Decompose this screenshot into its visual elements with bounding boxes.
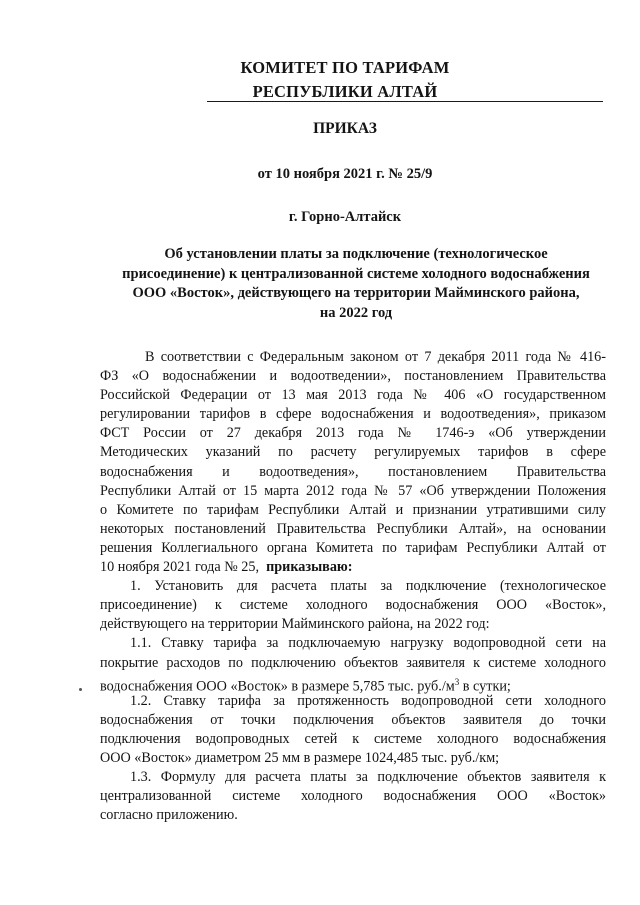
preamble-line: регулировании тарифов в сфере водоснабжения и водоотведения», приказом: [100, 406, 606, 423]
order-city: г. Горно-Алтайск: [288, 209, 402, 225]
preamble-line: В соответствии с Федеральным законом от 7 декабря 2011 года № 416-: [145, 349, 606, 365]
order-title: ПРИКАЗ: [313, 120, 377, 137]
preamble-line: некоторых постановлений Правительства Республики Алтай», на основании: [100, 520, 606, 537]
subject-line: присоединение) к централизованной системе холодного водоснабжения: [122, 265, 590, 282]
subject-line: на 2022 год: [319, 304, 393, 321]
item1-3-line: централизованной системе холодного водоснабжения ООО «Восток»: [100, 788, 606, 805]
preamble-line: ФСТ России от 27 декабря 2013 года № 1746-э «Об утверждении: [100, 425, 606, 442]
item1-3-line: согласно приложению.: [100, 807, 238, 824]
subject-line: Об установлении платы за подключение (технологическое: [164, 246, 548, 262]
preamble-line: Республики Алтай от 15 марта 2012 года № 57 «Об утверждении Положения: [100, 482, 606, 499]
preamble-last-line: [100, 558, 606, 577]
item1-1-last-line: [100, 673, 606, 695]
cubic-superscript: 3: [454, 676, 460, 687]
rate-unit: в сутки;: [459, 678, 511, 695]
rate-text: водоснабжения ООО «Восток» в размере 5,785 тыс. руб./м: [100, 678, 455, 695]
subject-line: ООО «Восток», действующего на территории Майминского района,: [132, 285, 580, 301]
org-name-line1: КОМИТЕТ ПО ТАРИФАМ: [240, 58, 450, 77]
scan-speck: [79, 688, 82, 691]
item1-2-line: водоснабжения от точки подключения объектов заявителя до точки: [100, 711, 606, 728]
item1-line: присоединение) к системе холодного водоснабжения ООО «Восток»,: [100, 597, 606, 614]
preamble-line: ФЗ «О водоснабжении и водоотведении», постановлением Правительства: [100, 368, 606, 385]
item1-3-line: 1.3. Формулу для расчета платы за подключение объектов заявителя к: [130, 769, 606, 786]
org-name-line2: РЕСПУБЛИКИ АЛТАЙ: [252, 82, 438, 101]
item1-1-line: покрытие расходов по подключению объектов заявителя к системе холодного: [100, 654, 606, 671]
item1-2-line: 1.2. Ставку тарифа за протяженность водопроводной сети холодного: [130, 692, 606, 709]
preamble-line: о Комитете по тарифам Республики Алтай и признании утратившими силу: [100, 501, 606, 518]
preamble-line: Методических указаний по расчету регулируемых тарифов в сфере: [100, 444, 606, 461]
item1-2-line: ООО «Восток» диаметром 25 мм в размере 1024,485 тыс. руб./км;: [100, 749, 500, 766]
item1-line: 1. Установить для расчета платы за подключение (технологическое: [130, 578, 606, 595]
header-divider: [207, 101, 603, 102]
preamble-line: водоснабжения и водоотведения», постановлением Правительства: [100, 463, 606, 480]
preamble-line: решения Коллегиального органа Комитета по тарифам Республики Алтай от: [100, 539, 606, 556]
item1-1-line: 1.1. Ставку тарифа за подключаемую нагрузку водопроводной сети на: [130, 635, 606, 652]
command-word: приказываю:: [266, 559, 353, 576]
order-subject: [100, 245, 612, 323]
preamble-line: Российской Федерации от 13 мая 2013 года № 406 «О государственном: [100, 387, 606, 404]
item1-2-line: подключения водопроводных сетей к системе холодного водоснабжения: [100, 730, 606, 747]
order-date-number: от 10 ноября 2021 г. № 25/9: [257, 166, 433, 182]
order-body: [100, 348, 606, 825]
item1-line: действующего на территории Майминского района, на 2022 год:: [100, 616, 490, 633]
preamble-date: 10 ноября 2021 года № 25,: [100, 559, 260, 576]
